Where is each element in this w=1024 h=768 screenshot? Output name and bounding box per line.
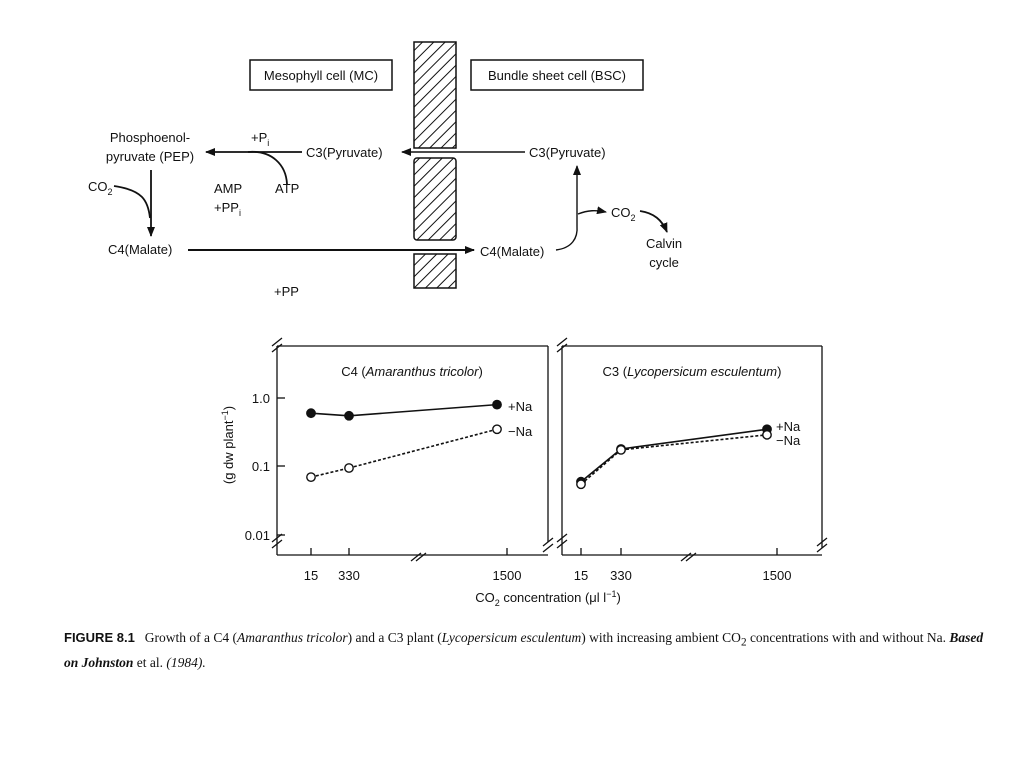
pp-label: +PP [274, 284, 299, 299]
arrow-atp-curve [248, 152, 287, 184]
x-tick-label: 330 [610, 568, 632, 583]
calvin-label-line1: Calvin [645, 236, 683, 251]
caption-text: concentrations with and without Na. [746, 630, 950, 645]
series-line-segment [311, 468, 349, 477]
panel-c4-title: C4 (Amaranthus tricolor) [341, 364, 483, 379]
caption-species: Lycopersicum esculentum [441, 630, 582, 645]
x-tick-label: 15 [303, 568, 319, 583]
caption-source: Based on Johnston [64, 630, 984, 670]
caption-text: Growth of a C4 ( [144, 630, 238, 645]
y-axis-label: (g dw plant$^{-1}$) [220, 405, 236, 485]
plot-c4 [307, 400, 501, 481]
pep-label-line2: pyruvate (PEP) [105, 149, 195, 164]
data-point-minus-na [577, 480, 585, 488]
ppi-label: $+PP_i$ [214, 200, 241, 218]
caption-text: ) with increasing ambient CO [581, 630, 741, 645]
data-point-minus-na [307, 473, 315, 481]
figure-caption [64, 628, 984, 673]
caption-subscript: 2 [740, 636, 747, 649]
figure-label: FIGURE 8.1 [64, 630, 135, 645]
y-tick-label: 1.0 [251, 391, 270, 406]
caption-text: et al. [133, 654, 167, 670]
bundle-sheath-cell-title: Bundle sheet cell (BSC) [487, 68, 627, 83]
y-tick-label: 0.01 [244, 528, 270, 543]
series-line-segment [621, 429, 767, 449]
atp-label: ATP [275, 181, 300, 196]
mesophyll-cell-title: Mesophyll cell (MC) [263, 68, 379, 83]
x-tick-label: 1500 [762, 568, 792, 583]
co2-label-left: $CO_2$ [88, 179, 113, 197]
c4-malate-mc: C4(Malate) [108, 242, 173, 257]
x-tick-label: 1500 [492, 568, 522, 583]
data-point-plus-na [345, 412, 353, 420]
arrow-decarboxylation [578, 211, 606, 214]
pi-label: $+P_i$ [251, 130, 270, 148]
caption-species: Amaranthus tricolor [237, 630, 348, 645]
calvin-label-line2: cycle [649, 255, 679, 270]
co2-label-right: $CO_2$ [611, 205, 636, 223]
growth-charts [220, 338, 827, 608]
x-tick-label: 15 [573, 568, 589, 583]
data-point-minus-na [493, 425, 501, 433]
series-line-segment [581, 450, 621, 484]
amp-label: AMP [214, 181, 243, 196]
legend-minus-na-c3: −Na [776, 433, 801, 448]
legend-plus-na-c3: +Na [776, 419, 801, 434]
pep-label-line1: Phosphoenol- [109, 130, 191, 145]
data-point-minus-na [345, 464, 353, 472]
c4-pathway-diagram [88, 42, 682, 299]
arrow-co2-to-calvin [640, 211, 667, 232]
c3-pyruvate-mc: C3(Pyruvate) [306, 145, 383, 160]
arrow-co2-fixation [114, 186, 150, 218]
c3-pyruvate-bsc: C3(Pyruvate) [529, 145, 606, 160]
series-line-segment [581, 449, 621, 482]
arrow-malate-to-pyruvate [556, 166, 577, 250]
caption-year: (1984). [166, 654, 206, 670]
data-point-plus-na [493, 400, 501, 408]
data-point-plus-na [307, 409, 315, 417]
data-point-minus-na [617, 446, 625, 454]
series-line-segment [349, 405, 497, 416]
caption-text: ) and a C3 plant ( [347, 630, 442, 645]
x-tick-label: 330 [338, 568, 360, 583]
mesophyll-cell-box [250, 60, 392, 90]
c4-malate-bsc: C4(Malate) [480, 244, 545, 259]
panel-c3-title: C3 (Lycopersicum esculentum) [602, 364, 782, 379]
legend-minus-na-c4: −Na [508, 424, 533, 439]
y-tick-label: 0.1 [251, 459, 270, 474]
bundle-sheath-cell-box [471, 60, 643, 90]
series-line-segment [349, 429, 497, 468]
x-axis-label: $CO_2$ concentration (μl $l^{-1}$) [475, 589, 621, 608]
series-line-segment [311, 413, 349, 416]
cell-wall [414, 42, 456, 288]
data-point-minus-na [763, 431, 771, 439]
legend-plus-na-c4: +Na [508, 399, 533, 414]
series-line-segment [621, 435, 767, 450]
plot-c3 [577, 425, 771, 488]
